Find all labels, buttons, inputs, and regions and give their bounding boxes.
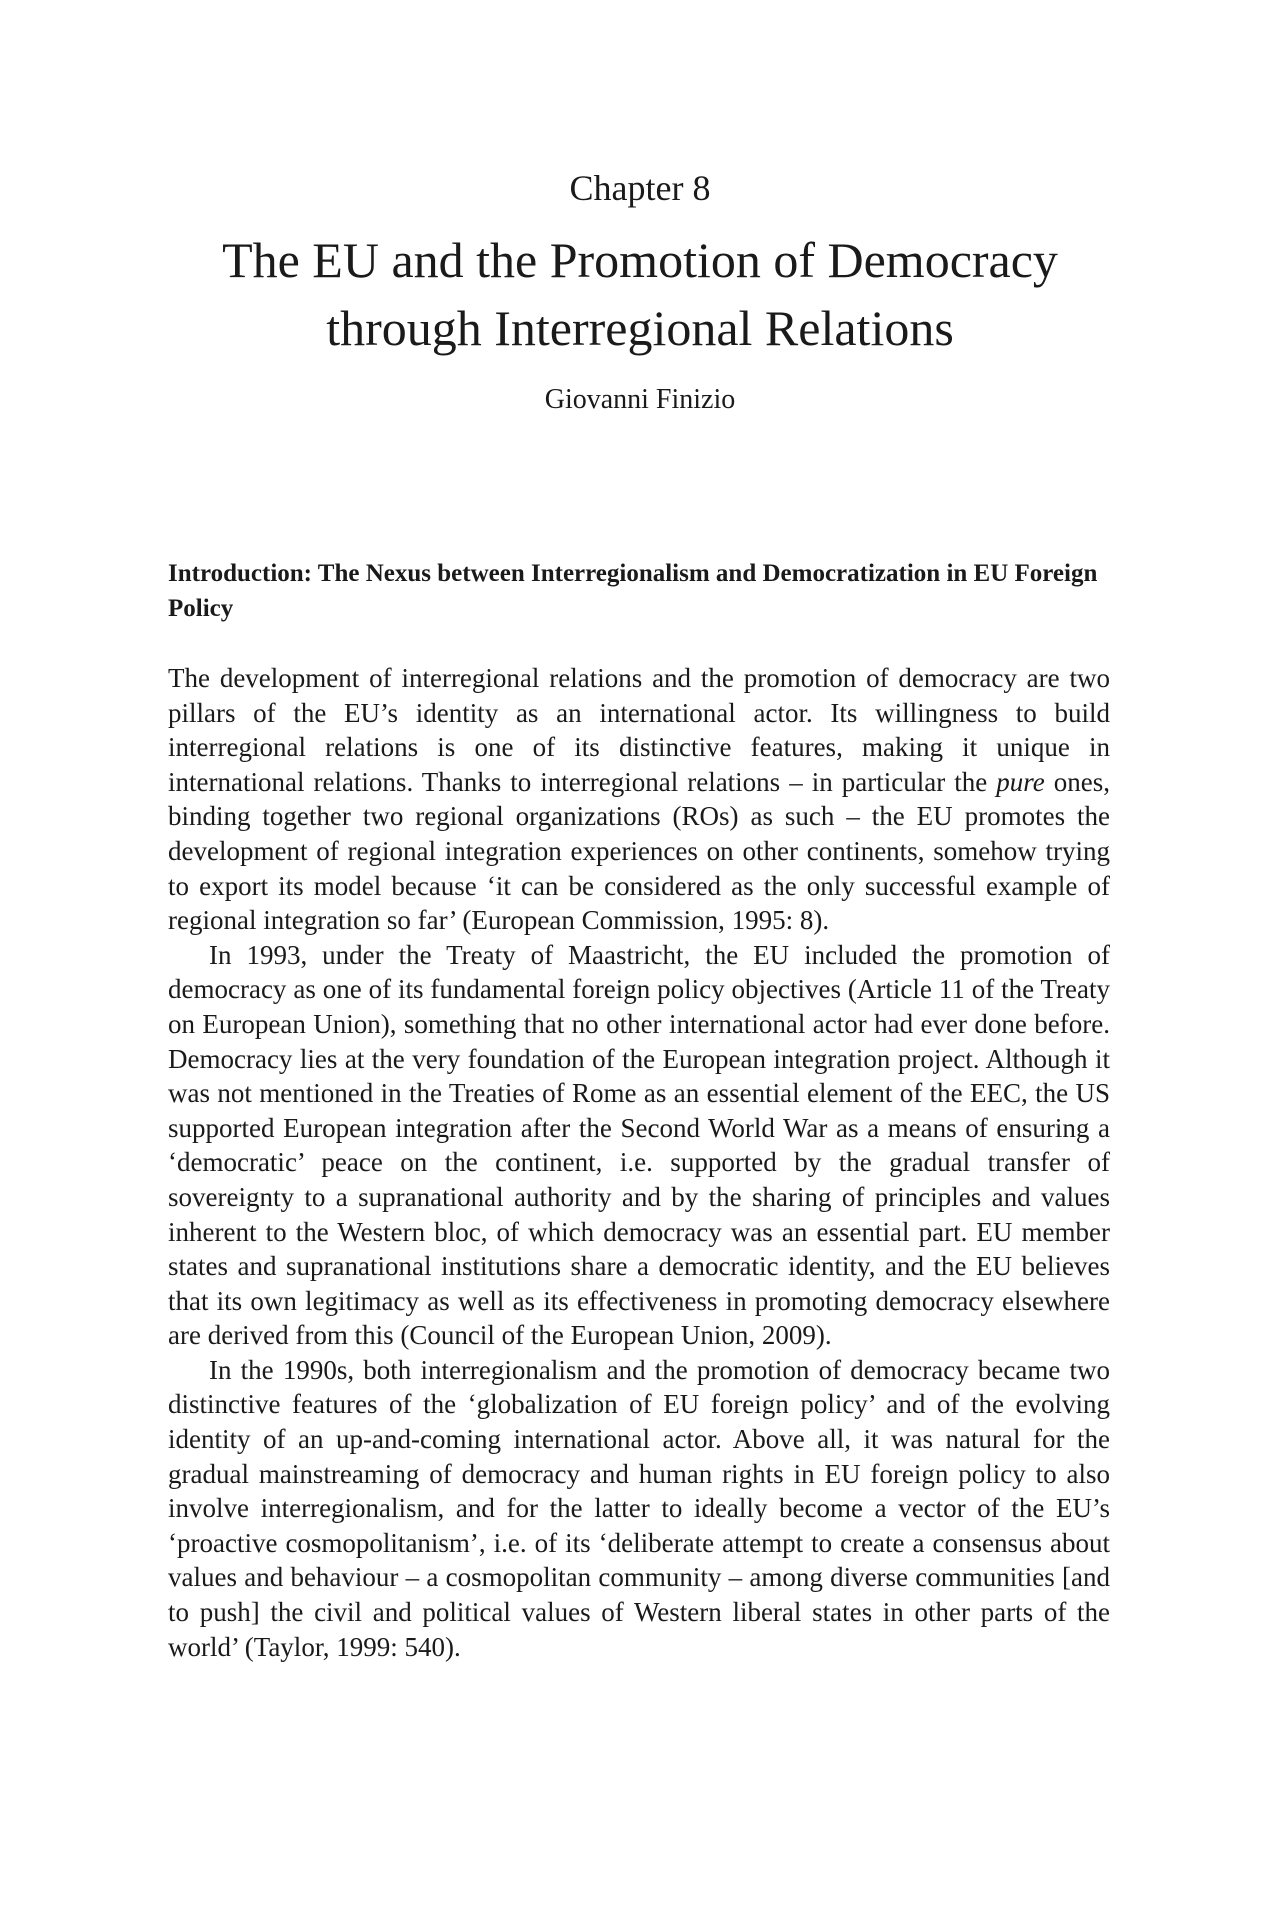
paragraph-1-text-a: The development of interregional relations and the promotion of democracy are two pillars of the EU’s identity as an international actor. Its willingness to build interregional relations is one of its distinctive features, making it unique in international relations. Thanks to interregional relations – in particular the <box>168 663 1110 797</box>
paragraph-1-emphasis: pure <box>996 766 1045 797</box>
chapter-number: Chapter 8 <box>569 168 711 208</box>
paragraph-1-text-b: ones, binding together two regional organizations (ROs) as such – the EU promotes the development of regional integration experiences on other continents, somehow trying to export its model because ‘it can be considered as the only successful example of regional integration so far’ (European Commission, 1995: 8). <box>168 766 1110 936</box>
paragraph-3: In the 1990s, both interregionalism and the promotion of democracy became two distinctive features of the ‘globalization of EU foreign policy’ and of the evolving identity of an up-and-coming international actor. Above all, it was natural for the gradual mainstreaming of democracy and human rights in EU foreign policy to also involve interregionalism, and for the latter to ideally become a vector of the EU’s ‘proactive cosmopolitanism’, i.e. of its ‘deliberate attempt to create a consensus about values and behaviour – a cosmopolitan community – among diverse communities [and to push] the civil and political values of Western liberal states in other parts of the world’ (Taylor, 1999: 540). <box>168 1354 1110 1662</box>
paragraph-2: In 1993, under the Treaty of Maastricht, the EU included the promotion of democracy as one of its fundamental foreign policy objectives (Article 11 of the Treaty on European Union), something that no other international actor had ever done before. Democracy lies at the very foundation of the European integration project. Although it was not mentioned in the Treaties of Rome as an essential element of the EEC, the US supported European integration after the Second World War as a means of ensuring a ‘democratic’ peace on the continent, i.e. supported by the gradual transfer of sovereignty to a supranational authority and by the sharing of principles and values inherent to the Western bloc, of which democracy was an essential part. EU member states and supranational institutions share a democratic identity, and the EU believes that its own legitimacy as well as its effectiveness in promoting democracy elsewhere are derived from this (Council of the European Union, 2009). <box>168 939 1110 1351</box>
section-heading: Introduction: The Nexus between Interregionalism and Democratization in EU Foreign Policy <box>168 560 1098 622</box>
chapter-title <box>140 226 1140 362</box>
chapter-title-line-2: through Interregional Relations <box>326 300 954 356</box>
chapter-body <box>168 556 1110 1664</box>
paragraph-1 <box>168 661 1110 938</box>
chapter-title-line-1: The EU and the Promotion of Democracy <box>222 232 1058 288</box>
chapter-author: Giovanni Finizio <box>544 384 736 415</box>
